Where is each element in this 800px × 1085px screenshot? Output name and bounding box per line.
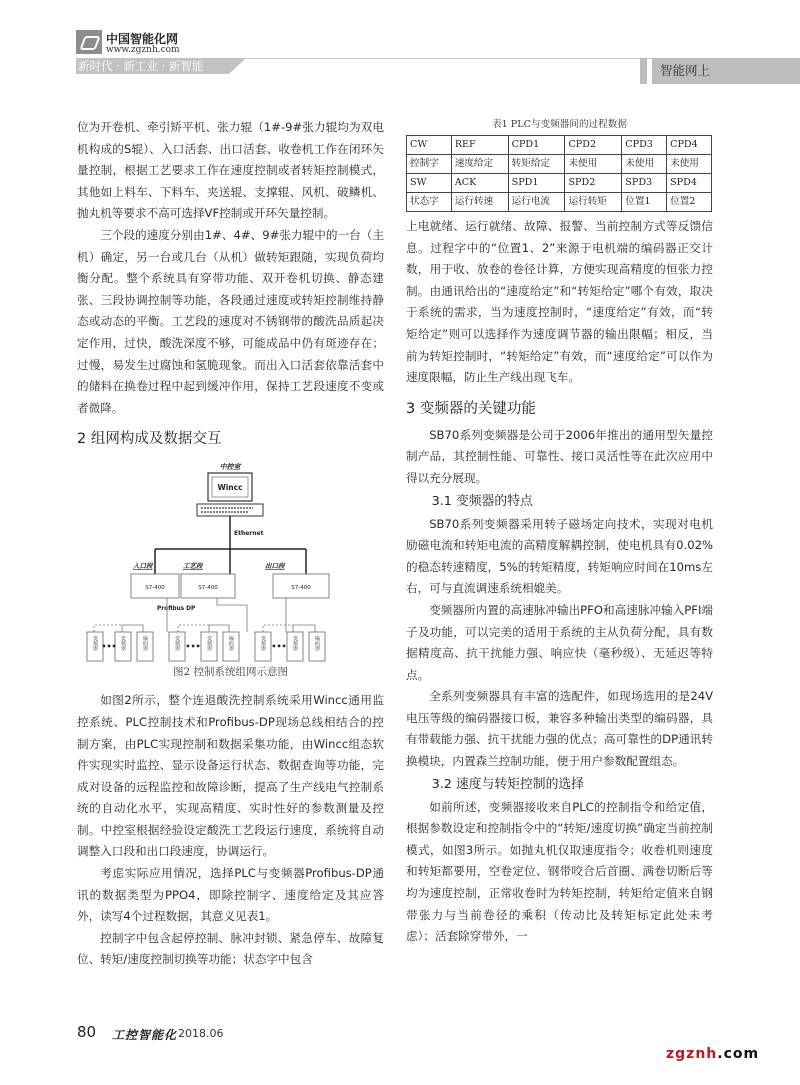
network-diagram-svg bbox=[77, 457, 384, 662]
station-label-process: 工艺段 bbox=[183, 562, 203, 571]
plc-label: S7-400 bbox=[145, 585, 165, 592]
drive-label: 变频器 bbox=[174, 635, 180, 651]
station-label-entry: 入口段 bbox=[133, 562, 153, 571]
drive-label: 变频器 bbox=[92, 635, 98, 651]
plc-label: S7-400 bbox=[198, 585, 218, 592]
paragraph: 位为开卷机、牵引矫平机、张力辊（1#-9#张力辊均为双电机构成的S辊）、入口活套、出口活套、收卷机工作在闭环矢量控制，根据工艺要求工作在速度控制或者转矩控制模式，其他如上料车、下料车、夹送辊、支撑辊、风机、破鳞机、抛丸机等要求不高可选择VF控制或开环矢量控制。 bbox=[77, 120, 384, 221]
paragraph: 三个段的速度分别由1#、4#、9#张力辊中的一台（主机）确定，另一台或几台（从机）做转矩跟随，实现负荷均衡分配。整个系统具有穿带功能、双开卷机切换、静态建张、三段协调控制等功能，各段通过速度或转矩控制维持静态或动态的平衡。工艺段的速度对不锈钢带的酸洗品质起决定作用，过快，酸洗深度不够，可能成品中仍有斑迹存在；过慢，易发生过腐蚀和氢脆现象。而出入口活套依靠活套中的储料在换卷过程中起到缓冲作用，保持工艺段速度不变或者微降。 bbox=[77, 227, 384, 415]
paragraph: 如图2所示，整个连退酸洗控制系统采用Wincc通用监控系统、PLC控制技术和Profibus-DP现场总线相结合的控制方案，由PLC实现控制和数据采集功能，由Wincc组态软件实现实时监控、显示设备运行状态、数据查询等功能，完成对设备的远程监控和故障诊断，提高了生产线电气控制系统的自动化水平，实现高精度、实时性好的参数测量及控制。中控室根据经验设定酸洗工艺段运行速度，系统将自动调整入口段和出口段速度，协调运行。 bbox=[77, 693, 384, 859]
figure-caption: 图2 控制系统组网示意图 bbox=[172, 666, 289, 679]
section-tag-stub bbox=[640, 58, 647, 84]
left-column bbox=[77, 117, 384, 971]
table-cell: 位置1 bbox=[622, 193, 667, 212]
paragraph: 变频器所内置的高速脉冲输出PFO和高速脉冲输入PFI端子及功能，可以完美的适用于系统的主从负荷分配，具有数据精度高、抗干扰能力强、响应快（毫秒级）、无延迟等特点。 bbox=[406, 602, 713, 682]
table-cell: 控制字 bbox=[407, 155, 452, 174]
paragraph: 控制字中包含起停控制、脉冲封锁、紧急停车、故障复位、转矩/速度控制切换等功能；状态字中包含 bbox=[77, 930, 384, 967]
drive-label: 变频器 bbox=[120, 635, 126, 651]
watermark-black: .com bbox=[717, 1046, 760, 1062]
ethernet-label: Ethernet bbox=[234, 530, 264, 538]
table-row bbox=[407, 174, 712, 193]
table-cell: 位置2 bbox=[667, 193, 712, 212]
table-cell: SPD1 bbox=[508, 174, 565, 193]
control-room-label: 中控室 bbox=[219, 463, 241, 472]
profibus-lines bbox=[94, 598, 315, 632]
drive-label: 变频器 bbox=[292, 635, 298, 651]
paragraph: 考虑实际应用情况，选择PLC与变频器Profibus-DP通讯的数据类型为PPO4，即除控制字、速度给定及其应答外，读写4个过程数据，其意义见表1。 bbox=[77, 866, 384, 924]
table-cell: 未使用 bbox=[667, 155, 712, 174]
slogan: 新时代 · 新工业 · 新智能 bbox=[78, 59, 204, 73]
drive-label: 变频器 bbox=[260, 635, 266, 651]
encoder-label: 编码器 bbox=[314, 635, 320, 651]
table-cell: 运行转速 bbox=[451, 193, 508, 212]
paragraph: SB70系列变频器是公司于2006年推出的通用型矢量控制产品，其控制性能、可靠性、接口灵活性等在此次应用中得以充分展现。 bbox=[406, 427, 713, 485]
table-cell: SPD2 bbox=[565, 174, 622, 193]
ellipsis-icon: ••• bbox=[101, 642, 117, 652]
site-logo bbox=[76, 30, 180, 58]
watermark bbox=[666, 1046, 759, 1062]
table-cell: SPD4 bbox=[667, 174, 712, 193]
network-diagram bbox=[77, 457, 384, 662]
table-cell: 未使用 bbox=[565, 155, 622, 174]
table-cell: 运行转矩 bbox=[565, 193, 622, 212]
page-number: 80 bbox=[77, 1023, 97, 1041]
table-cell: 未使用 bbox=[622, 155, 667, 174]
section-tag: 智能网上 bbox=[652, 58, 800, 84]
paragraph: SB70系列变频器采用转子磁场定向技术，实现对电机励磁电流和转矩电流的高精度解耦控制，使电机具有0.02%的稳态转速精度，5%的转矩精度，转矩响应时间在10ms左右，可与直流调速系统相媲美。 bbox=[406, 516, 713, 596]
table-cell: SW bbox=[407, 174, 452, 193]
table-cell: CPD1 bbox=[508, 136, 565, 155]
table-cell: 运行电流 bbox=[508, 193, 565, 212]
table-row bbox=[407, 136, 712, 155]
subsection-heading: 3.2 速度与转矩控制的选择 bbox=[431, 776, 584, 792]
table-cell: REF bbox=[451, 136, 508, 155]
table-cell: CPD4 bbox=[667, 136, 712, 155]
process-data-table bbox=[406, 135, 712, 212]
logo-title: 中国智能化网 bbox=[106, 32, 179, 46]
paragraph: 如前所述，变频器接收来自PLC的控制指令和给定值，根据参数设定和控制指令中的“转矩/速度切换”确定当前控制模式，如图3所示。如抛丸机仅取速度指令；收卷机则速度和转矩都要用，空卷定位、钢带咬合后首圈、满卷切断后等均为速度控制，正常收卷时为转矩控制，转矩给定值来自钢带张力与当前卷径的乘积（传动比及转矩标定此处未考虑）；活套除穿带外，一 bbox=[406, 799, 713, 944]
right-column bbox=[406, 117, 713, 948]
profibus-label: Profibus DP bbox=[157, 606, 196, 613]
encoder-label: 编码器 bbox=[228, 635, 234, 651]
station-label-exit: 出口段 bbox=[265, 562, 285, 571]
computer-icon bbox=[197, 473, 263, 516]
section-heading: 3 变频器的关键功能 bbox=[406, 400, 536, 417]
paragraph: 全系列变频器具有丰富的选配件，如现场选用的是24V电压等级的编码器接口板，兼容多种输出类型的编码器，具有带载能力强、抗干扰能力强的优点；高可靠性的DP通讯转换模块，内置森兰控制功能，便于用户参数配置组态。 bbox=[406, 689, 713, 769]
ellipsis-icon: ••• bbox=[271, 642, 287, 652]
encoder-label: 编码器 bbox=[142, 635, 148, 651]
table-cell: CW bbox=[407, 136, 452, 155]
drive-label: 变频器 bbox=[206, 635, 212, 651]
table-cell: 状态字 bbox=[407, 193, 452, 212]
ellipsis-icon: ••• bbox=[185, 642, 201, 652]
table-caption: 表1 PLC与变频器间的过程数据 bbox=[492, 119, 627, 130]
subsection-heading: 3.1 变频器的特点 bbox=[431, 493, 533, 509]
table-cell: ACK bbox=[451, 174, 508, 193]
table-cell: SPD3 bbox=[622, 174, 667, 193]
issue-date: 2018.06 bbox=[178, 1027, 224, 1040]
paragraph: 上电就绪、运行就绪、故障、报警、当前控制方式等反馈信息。过程字中的“位置1、2”来源于电机端的编码器正交计数，用于收、放卷的卷径计算，方便实现高精度的恒张力控制。由通讯给出的“速度给定”和“转矩给定”哪个有效，取决于系统的需求，当为速度控制时，“速度给定”有效，而“转矩给定”则可以选择作为速度调节器的输出限幅；相反，当前为转矩控制时，“转矩给定”有效，而“速度给定”可以作为速度限幅，防止生产线出现飞车。 bbox=[406, 219, 713, 385]
table-cell: CPD3 bbox=[622, 136, 667, 155]
magazine-logo: 工控智能化 bbox=[112, 1028, 178, 1042]
logo-url: www.zgznh.com bbox=[106, 45, 180, 55]
table-cell: 速度给定 bbox=[451, 155, 508, 174]
table-cell: 转矩给定 bbox=[508, 155, 565, 174]
table-row bbox=[407, 155, 712, 174]
plc-label: S7-400 bbox=[291, 585, 311, 592]
table-row bbox=[407, 193, 712, 212]
wincc-label: Wincc bbox=[217, 483, 243, 493]
table-cell: CPD2 bbox=[565, 136, 622, 155]
logo-icon bbox=[76, 30, 102, 54]
section-heading: 2 组网构成及数据交互 bbox=[77, 431, 222, 448]
watermark-red: zgznh bbox=[666, 1046, 718, 1062]
